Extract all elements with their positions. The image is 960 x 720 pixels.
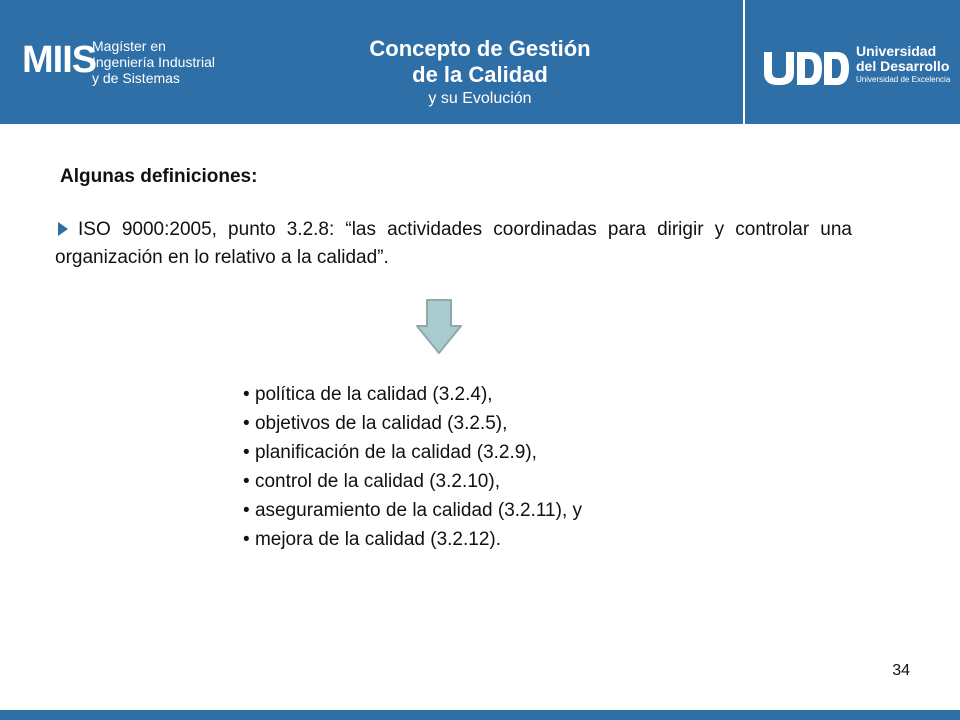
miis-logo-line3: y de Sistemas bbox=[92, 70, 180, 86]
triangle-bullet-icon bbox=[58, 222, 68, 236]
udd-logo-line2: del Desarrollo bbox=[856, 58, 950, 74]
miis-logo-line2: Ingeniería Industrial bbox=[92, 54, 215, 70]
title-line-1: Concepto de Gestión bbox=[369, 36, 591, 61]
slide-header bbox=[0, 0, 960, 124]
list-item: • aseguramiento de la calidad (3.2.11), y bbox=[243, 496, 582, 525]
slide-title bbox=[300, 36, 660, 110]
page-number: 34 bbox=[892, 662, 910, 679]
quality-items-list bbox=[243, 380, 582, 554]
section-heading: Algunas definiciones: bbox=[60, 166, 258, 187]
udd-logo-line3: Universidad de Excelencia bbox=[856, 75, 951, 84]
list-item: • mejora de la calidad (3.2.12). bbox=[243, 525, 582, 554]
header-divider bbox=[743, 0, 745, 124]
footer-bar bbox=[0, 710, 960, 720]
definition-paragraph bbox=[55, 216, 852, 272]
definition-text: ISO 9000:2005, punto 3.2.8: “las actividades coordinadas para dirigir y controlar una organización en lo relativo a la calidad”. bbox=[55, 219, 852, 268]
list-item: • política de la calidad (3.2.4), bbox=[243, 380, 582, 409]
udd-logo-mark bbox=[762, 48, 850, 86]
title-line-2: de la Calidad bbox=[412, 62, 548, 87]
list-item: • planificación de la calidad (3.2.9), bbox=[243, 438, 582, 467]
list-item: • control de la calidad (3.2.10), bbox=[243, 467, 582, 496]
udd-logo-line1: Universidad bbox=[856, 43, 937, 59]
slide-subtitle: y su Evolución bbox=[428, 90, 532, 107]
down-arrow-icon bbox=[414, 298, 464, 356]
miis-logo-text bbox=[92, 38, 262, 86]
udd-logo-text bbox=[856, 44, 950, 86]
list-item: • objetivos de la calidad (3.2.5), bbox=[243, 409, 582, 438]
miis-logo-line1: Magíster en bbox=[92, 38, 166, 54]
udd-logo bbox=[762, 44, 952, 94]
miis-logo-mark: MIIS bbox=[22, 39, 97, 81]
